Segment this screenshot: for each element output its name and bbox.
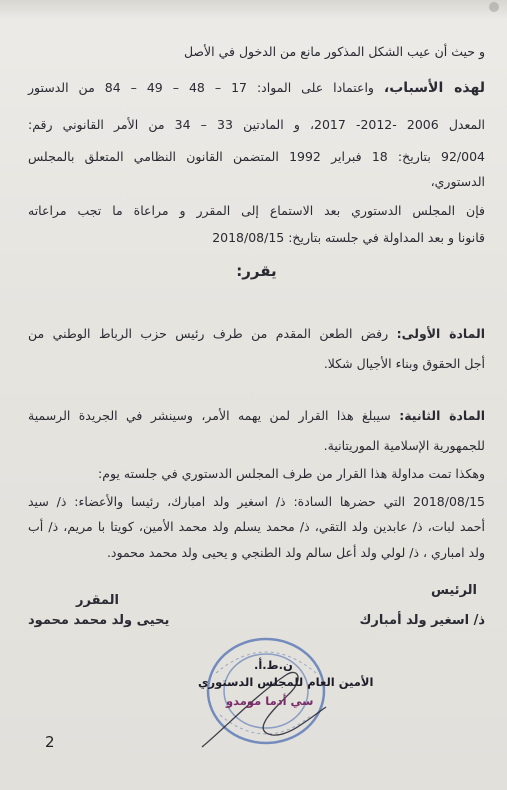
text-line-1: و حيث أن عيب الشكل المذكور مانع من الدخول في الأصل (183, 44, 485, 59)
text-line-4: 92/004 بتاريخ: 18 فبراير 1992 المتضمن القانون النظامي المتعلق بالمجلس (28, 149, 485, 164)
page-number: 2 (45, 733, 55, 751)
article-1-text: رفض الطعن المقدم من طرف رئيس حزب الرباط الوطني من (28, 326, 397, 341)
article-2-label: المادة الثانية: (399, 408, 485, 423)
session-line-2: 2018/08/15 التي حضرها السادة: ذ/ اسغير ولد امبارك، رئيسا والأعضاء: ذ/ سيد (28, 494, 485, 509)
stamp-name: سي أدما مومدو (226, 694, 314, 708)
article-2 (28, 408, 485, 423)
text-line-5: الدستوري، (430, 174, 485, 189)
reasons-line (28, 80, 485, 96)
top-edge-shadow (0, 0, 507, 20)
article-2-line-2: للجمهورية الإسلامية الموريتانية. (323, 438, 485, 453)
text-line-6: فإن المجلس الدستوري بعد الاستماع إلى المقرر و مراعاة ما تجب مراعاته (28, 203, 485, 218)
article-1-line-2: أجل الحقوق وبناء الأجيال شكلا. (323, 356, 485, 371)
stamp-abbrev: ن.ط.أ. (254, 658, 293, 672)
article-2-text: سيبلغ هذا القرار لمن يهمه الأمر، وسينشر في الجريدة الرسمية (28, 408, 400, 423)
text-line-3: المعدل 2006 -2012- 2017، و المادتين 33 – 34 من الأمر القانوني رقم: (28, 117, 485, 132)
president-name: ذ/ اسغير ولد أمبارك (359, 613, 485, 628)
president-title: الرئيس (431, 583, 477, 598)
session-line-4: ولد امباري ، ذ/ لولي ولد أعل سالم ولد الطنجي و يحيى ولد محمد محمود. (106, 545, 485, 560)
corner-mark (489, 2, 499, 12)
text-line-7: قانونا و بعد المداولة في جلسته بتاريخ: 2018/08/15 (212, 230, 485, 245)
session-line-1: وهكذا تمت مداولة هذا القرار من طرف المجلس الدستوري في جلسته يوم: (98, 466, 485, 481)
session-line-3: أحمد لبات، ذ/ عابدين ولد التقي، ذ/ محمد يسلم ولد محمد الأمين، كويتا با مريم، ذ/ أب (28, 519, 485, 534)
stamp-title: الأمين العام للمجلس الدستوري (198, 675, 374, 689)
reasons-lead: لهذه الأسباب، (383, 80, 485, 96)
article-1 (28, 326, 485, 341)
rapporteur-name: يحيى ولد محمد محمود (28, 613, 170, 628)
rapporteur-title: المقرر (76, 593, 119, 608)
reasons-text: واعتمادا على المواد: 17 – 48 – 49 – 84 من الدستور (28, 80, 384, 95)
article-1-label: المادة الأولى: (396, 326, 485, 341)
decides-heading: يقرر: (236, 262, 277, 280)
